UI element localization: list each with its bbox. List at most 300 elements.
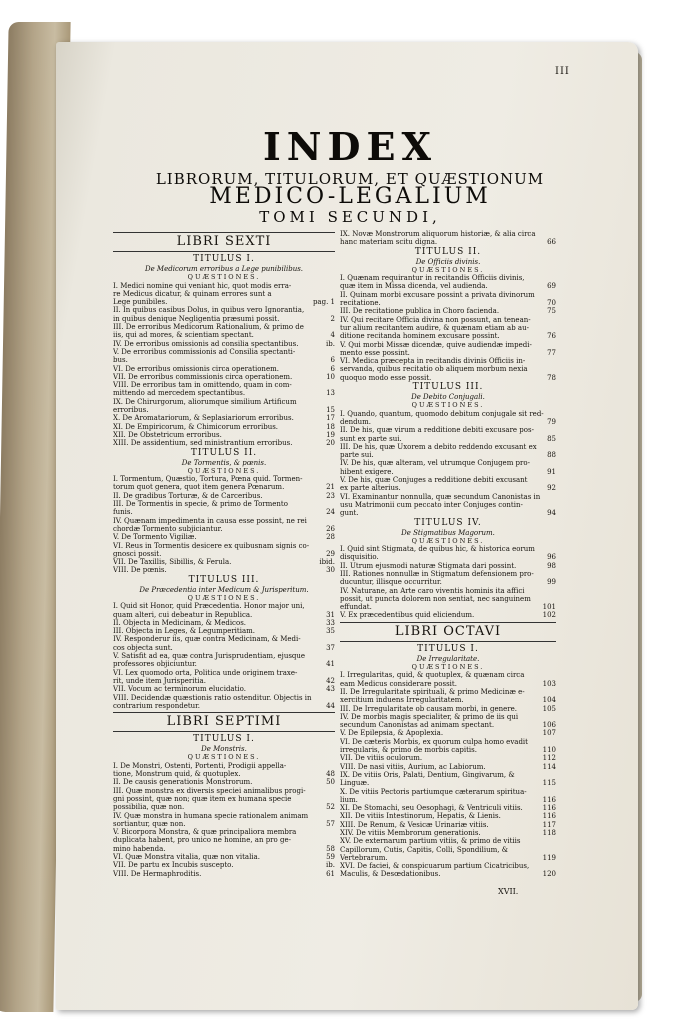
index-entry bbox=[340, 349, 556, 357]
entry-text: IV. Quæ monstra in humana specie rationalem animam bbox=[113, 811, 309, 820]
entry-text: XV. De externarum partium vitiis, & primo de vitiis bbox=[340, 837, 521, 846]
index-entry bbox=[113, 870, 335, 878]
index-entry bbox=[113, 517, 335, 525]
entry-page-ref: 110 bbox=[542, 746, 556, 755]
entry-text: I. Quando, quantum, quomodo debitum conjugale sit red- bbox=[340, 409, 544, 418]
entry-text: IV. Quænam impedimenta in causa esse possint, ne rei bbox=[113, 516, 307, 525]
index-entry bbox=[113, 542, 335, 550]
index-entry bbox=[340, 545, 556, 553]
entry-page-ref bbox=[331, 787, 335, 795]
entry-text: III. Objecta in Leges, & Legumperitiam. bbox=[113, 627, 256, 636]
index-entry bbox=[340, 493, 556, 501]
titulus-subject: De Officiis divinis. bbox=[415, 257, 481, 266]
entry-text: Maculis, & Desœdationibus. bbox=[340, 870, 441, 879]
index-entry bbox=[113, 652, 335, 660]
entry-text: usu Matrimonii cum peccato inter Conjuges contin- bbox=[340, 500, 523, 509]
index-entry bbox=[340, 307, 556, 315]
entry-page-ref bbox=[552, 587, 556, 595]
entry-page-ref bbox=[331, 812, 335, 820]
entry-text: IV. De morbis magis specialiter, & primo de iis qui bbox=[340, 712, 519, 721]
index-entry bbox=[340, 459, 556, 467]
entry-text: VIII. De pœnis. bbox=[113, 566, 167, 575]
index-entry bbox=[113, 365, 335, 373]
entry-text: tione, Monstrum quid, & quotuplex. bbox=[113, 770, 241, 779]
index-entry bbox=[340, 291, 556, 299]
index-entry bbox=[340, 680, 556, 688]
entry-page-ref bbox=[552, 545, 556, 553]
entry-page-ref bbox=[552, 341, 556, 349]
entry-text: IX. De Chirurgorum, aliorumque similium Artificum bbox=[113, 397, 297, 406]
entry-page-ref: 112 bbox=[542, 754, 556, 763]
entry-text: ex parte alterius. bbox=[340, 484, 401, 493]
entry-page-ref bbox=[331, 306, 335, 314]
index-entry bbox=[113, 315, 335, 323]
index-entry bbox=[340, 443, 556, 451]
entry-page-ref bbox=[331, 475, 335, 483]
index-entry bbox=[340, 688, 556, 696]
index-title: INDEX bbox=[263, 124, 437, 169]
entry-page-ref: 6 bbox=[330, 356, 335, 365]
entry-page-ref bbox=[331, 323, 335, 331]
entry-page-ref: 37 bbox=[326, 643, 335, 652]
entry-page-ref: 4 bbox=[330, 331, 335, 340]
index-entry bbox=[340, 365, 556, 373]
index-entry bbox=[113, 566, 335, 574]
entry-text: possit, ut puncta dolorem non sentiat, nec sanguinem bbox=[340, 594, 531, 603]
index-entry bbox=[340, 357, 556, 365]
entry-text: I. Irregularitas, quid, & quotuplex, & quænam circa bbox=[340, 671, 525, 680]
entry-text: VI. De cæteris Morbis, ex quorum culpa homo evadit bbox=[340, 737, 528, 746]
entry-page-ref bbox=[331, 517, 335, 525]
index-entry bbox=[340, 611, 556, 619]
entry-text: dendum. bbox=[340, 417, 371, 426]
index-entry bbox=[340, 274, 556, 282]
index-entry bbox=[113, 533, 335, 541]
entry-text: quæ item in Missa dicenda, vel audienda. bbox=[340, 282, 488, 291]
entry-page-ref bbox=[331, 669, 335, 677]
index-entry bbox=[113, 836, 335, 844]
entry-text: III. De Irregularitate ob causam morbi, in genere. bbox=[340, 704, 517, 713]
entry-text: mittendo ad mercedem spectantibus. bbox=[113, 389, 246, 398]
entry-page-ref: 35 bbox=[326, 627, 335, 636]
entry-text: I. Tormentum, Quæstio, Tortura, Pœna quid. Tormen- bbox=[113, 475, 303, 484]
index-entry bbox=[113, 602, 335, 610]
index-entry bbox=[340, 316, 556, 324]
book-heading: LIBRI SEXTI bbox=[113, 232, 335, 252]
index-entry bbox=[340, 713, 556, 721]
index-column-left bbox=[113, 230, 335, 878]
index-entry bbox=[113, 660, 335, 668]
entry-text: IV. Responderur iis, quæ contra Medicinam, & Medi- bbox=[113, 635, 301, 644]
index-entry bbox=[113, 492, 335, 500]
subtitle-tomi-secundi: TOMI SECUNDI, bbox=[259, 208, 441, 226]
entry-text: sunt ex parte sui. bbox=[340, 434, 402, 443]
index-entry bbox=[113, 611, 335, 619]
entry-page-ref: 52 bbox=[326, 803, 335, 812]
entry-text: V. Qui morbi Missæ dicendæ, quive audiendæ impedi- bbox=[340, 340, 532, 349]
entry-page-ref bbox=[331, 828, 335, 836]
index-entry bbox=[113, 685, 335, 693]
entry-text: X. De Aromatariorum, & Seplasiariorum erroribus. bbox=[113, 414, 294, 423]
index-entry bbox=[113, 861, 335, 869]
entry-text: quoquo modo esse possit. bbox=[340, 373, 432, 382]
entry-page-ref bbox=[552, 291, 556, 299]
index-entry bbox=[340, 578, 556, 586]
entry-text: iis, qui ad mores, & scientiam spectant. bbox=[113, 331, 254, 340]
index-entry bbox=[113, 282, 335, 290]
entry-text: II. De causis generationis Monstrorum. bbox=[113, 778, 253, 787]
entry-text: funis. bbox=[113, 508, 133, 517]
entry-text: XI. De Stomachi, seu Oesophagi, & Ventriculi vitiis. bbox=[340, 804, 523, 813]
index-entry bbox=[113, 431, 335, 439]
index-entry bbox=[113, 635, 335, 643]
entry-text: V. De erroribus commissionis ad Consilia spectanti- bbox=[113, 347, 296, 356]
entry-text: XII. De vitiis Intestinorum, Hepatis, & Lienis. bbox=[340, 812, 501, 821]
entry-page-ref bbox=[552, 570, 556, 578]
titulus-heading: TITULUS II. bbox=[414, 246, 482, 257]
index-entry bbox=[340, 238, 556, 246]
index-entry bbox=[340, 570, 556, 578]
index-entry bbox=[340, 671, 556, 679]
entry-text: in quibus denique Negligentia præsumi possit. bbox=[113, 314, 280, 323]
entry-text: II. De gradibus Torturæ, & de Carceribus. bbox=[113, 491, 263, 500]
index-entry bbox=[113, 770, 335, 778]
entry-page-ref bbox=[552, 459, 556, 467]
entry-page-ref: 31 bbox=[326, 610, 335, 619]
entry-page-ref bbox=[331, 602, 335, 610]
entry-text: erroribus. bbox=[113, 406, 149, 415]
entry-text: VII. De vitiis oculorum. bbox=[340, 754, 423, 763]
entry-page-ref bbox=[331, 282, 335, 290]
entry-page-ref: 6 bbox=[330, 364, 335, 373]
entry-page-ref bbox=[552, 493, 556, 501]
entry-text: duplicata habent, pro unico ne homine, an pro ge- bbox=[113, 836, 291, 845]
entry-page-ref bbox=[552, 501, 556, 509]
index-entry bbox=[340, 299, 556, 307]
entry-page-ref bbox=[331, 652, 335, 660]
entry-page-ref bbox=[331, 381, 335, 389]
titulus-subject: De Debito Conjugali. bbox=[411, 393, 485, 402]
entry-text: professores objiciuntur. bbox=[113, 660, 197, 669]
entry-text: parte sui. bbox=[340, 451, 374, 460]
entry-text: III. Quæ monstra ex diversis speciei animalibus progi- bbox=[113, 786, 306, 795]
entry-page-ref: 107 bbox=[542, 729, 556, 738]
entry-text: VII. Vocum ac terminorum elucidatio. bbox=[113, 685, 246, 694]
entry-text: IX. De vitiis Oris, Palati, Dentium, Gingivarum, & bbox=[340, 770, 515, 779]
index-entry bbox=[340, 435, 556, 443]
titulus-heading: TITULUS III. bbox=[412, 382, 484, 393]
entry-page-ref: 119 bbox=[542, 853, 556, 862]
titulus-heading: TITULUS I. bbox=[193, 254, 255, 264]
index-entry bbox=[340, 562, 556, 570]
index-entry bbox=[113, 778, 335, 786]
entry-page-ref: 58 bbox=[326, 844, 335, 853]
entry-text: II. In quibus casibus Dolus, in quibus vero Ignorantia, bbox=[113, 306, 305, 315]
entry-text: IX. Novæ Monstrorum aliquorum historiæ, & alia circa bbox=[340, 230, 536, 238]
index-entry bbox=[340, 854, 556, 862]
index-entry bbox=[340, 553, 556, 561]
entry-text: sortiantur, quæ non. bbox=[113, 819, 186, 828]
entry-text: III. De recitatione publica in Choro facienda. bbox=[340, 307, 500, 316]
quaestiones-label: QUÆSTIONES. bbox=[411, 265, 485, 274]
entry-text: I. Quænam requirantur in recitandis Officiis divinis, bbox=[340, 274, 525, 283]
index-entry bbox=[113, 550, 335, 558]
entry-text: VI. Lex quomodo orta, Politica unde originem traxe- bbox=[113, 668, 298, 677]
index-entry bbox=[340, 587, 556, 595]
index-column-right bbox=[340, 230, 556, 879]
entry-page-ref: ib. bbox=[326, 339, 335, 348]
titulus-subject: De Monstris. bbox=[201, 745, 247, 754]
entry-text: I. Quid sit Honor, quid Præcedentia. Honor major uni, bbox=[113, 602, 305, 611]
entry-page-ref bbox=[552, 738, 556, 746]
index-entry bbox=[340, 696, 556, 704]
index-entry bbox=[113, 558, 335, 566]
entry-text: II. De his, quæ virum a redditione debiti excusare pos- bbox=[340, 426, 534, 435]
index-entry bbox=[113, 500, 335, 508]
index-entry bbox=[113, 812, 335, 820]
entry-text: VII. De erroribus commissionis circa operationem. bbox=[113, 372, 293, 381]
index-entry bbox=[113, 290, 335, 298]
entry-text: mento esse possint. bbox=[340, 348, 410, 357]
index-entry bbox=[113, 323, 335, 331]
entry-page-ref bbox=[331, 542, 335, 550]
entry-text: X. De vitiis Pectoris partiumque cæterarum spiritua- bbox=[340, 787, 527, 796]
entry-page-ref: 61 bbox=[326, 869, 335, 878]
index-entry bbox=[113, 306, 335, 314]
entry-text: IV. Qui recitare Officia divina non possunt, an tenean- bbox=[340, 315, 531, 324]
entry-text: quam alteri, cui debeatur in Republica. bbox=[113, 610, 253, 619]
entry-page-ref bbox=[552, 788, 556, 796]
entry-text: possibilia, quæ non. bbox=[113, 803, 185, 812]
index-entry bbox=[340, 451, 556, 459]
entry-text: gni possint, quæ non; quæ item ex humana specie bbox=[113, 794, 292, 803]
entry-text: II. Objecta in Medicinam, & Medicos. bbox=[113, 618, 247, 627]
entry-page-ref: 23 bbox=[326, 491, 335, 500]
entry-page-ref: 106 bbox=[542, 721, 556, 730]
index-entry bbox=[340, 603, 556, 611]
entry-page-ref: 59 bbox=[326, 853, 335, 861]
quaestiones-label: QUÆSTIONES. bbox=[411, 401, 485, 410]
index-entry bbox=[340, 779, 556, 787]
entry-page-ref bbox=[552, 671, 556, 679]
titulus-subject: De Præcedentia inter Medicum & Jurisperitum. bbox=[139, 585, 309, 594]
index-entry bbox=[113, 669, 335, 677]
subtitle-librorum: LIBRORUM, TITULORUM, ET QUÆSTIONUM bbox=[155, 170, 545, 188]
index-entry bbox=[340, 846, 556, 854]
entry-page-ref: 96 bbox=[547, 553, 556, 562]
entry-text: eam Medicus considerare possit. bbox=[340, 679, 457, 688]
entry-text: V. De his, quæ Conjuges a redditione debiti excusant bbox=[340, 476, 528, 485]
entry-text: VI. Examinantur nonnulla, quæ secundum Canonistas in bbox=[340, 492, 541, 501]
entry-page-ref: 41 bbox=[326, 660, 335, 669]
entry-page-ref: 118 bbox=[542, 829, 556, 837]
index-entry bbox=[340, 595, 556, 603]
entry-page-ref: 48 bbox=[326, 770, 335, 779]
entry-page-ref: 28 bbox=[326, 533, 335, 542]
index-entry bbox=[340, 788, 556, 796]
entry-page-ref: 29 bbox=[326, 549, 335, 558]
index-entry bbox=[340, 410, 556, 418]
entry-text: tur alium recitantem audire, & quænam etiam ab au- bbox=[340, 323, 529, 332]
entry-page-ref: 18 bbox=[326, 422, 335, 431]
entry-text: III. De his, quæ Uxorem a debito reddendo excusant ex bbox=[340, 442, 537, 451]
index-entry bbox=[113, 389, 335, 397]
index-entry bbox=[113, 423, 335, 431]
entry-page-ref bbox=[552, 595, 556, 603]
quaestiones-label: QUÆSTIONES. bbox=[411, 663, 485, 672]
entry-page-ref: 30 bbox=[326, 566, 335, 575]
entry-page-ref: 50 bbox=[326, 778, 335, 787]
entry-text: Vertebrarum. bbox=[340, 853, 388, 862]
index-entry bbox=[113, 340, 335, 348]
index-entry bbox=[340, 729, 556, 737]
entry-text: re Medicus dicatur, & quinam errores sunt a bbox=[113, 289, 272, 298]
entry-page-ref bbox=[552, 846, 556, 854]
entry-page-ref bbox=[552, 443, 556, 451]
entry-page-ref: 120 bbox=[542, 870, 556, 879]
index-entry bbox=[340, 804, 556, 812]
index-entry bbox=[340, 426, 556, 434]
entry-page-ref: 104 bbox=[542, 696, 556, 705]
entry-text: torum quot genera, quot item genera Pœnarum. bbox=[113, 483, 285, 492]
entry-page-ref: 88 bbox=[547, 451, 556, 460]
book-heading: LIBRI OCTAVI bbox=[340, 622, 556, 642]
titulus-heading: TITULUS III. bbox=[188, 574, 260, 585]
entry-page-ref: 77 bbox=[547, 348, 556, 357]
entry-page-ref: 103 bbox=[542, 679, 556, 688]
index-entry bbox=[113, 677, 335, 685]
entry-text: XI. De Empiricorum, & Chimicorum erroribus. bbox=[113, 422, 279, 431]
entry-page-ref: 2 bbox=[330, 314, 335, 323]
entry-text: ducuntur, illisque occurritur. bbox=[340, 578, 442, 587]
entry-text: V. De Epilepsia, & Apoplexia. bbox=[340, 729, 444, 738]
entry-text: VIII. De erroribus tam in omittendo, quam in com- bbox=[113, 381, 292, 390]
index-entry bbox=[113, 803, 335, 811]
index-entry bbox=[113, 414, 335, 422]
index-entry bbox=[340, 230, 556, 238]
entry-page-ref bbox=[331, 348, 335, 356]
entry-page-ref: 42 bbox=[326, 676, 335, 685]
quaestiones-label: QUÆSTIONES. bbox=[187, 273, 261, 282]
entry-page-ref: 20 bbox=[326, 439, 335, 448]
entry-page-ref: 92 bbox=[547, 484, 556, 493]
index-entry bbox=[113, 627, 335, 635]
index-entry bbox=[340, 763, 556, 771]
index-entry bbox=[340, 829, 556, 837]
entry-text: effundat. bbox=[340, 603, 372, 612]
index-entry bbox=[340, 812, 556, 820]
index-entry bbox=[113, 348, 335, 356]
index-entry bbox=[340, 796, 556, 804]
entry-page-ref bbox=[552, 274, 556, 282]
index-entry bbox=[340, 324, 556, 332]
entry-text: II. De Irregularitate spirituali, & primo Medicinæ e- bbox=[340, 687, 525, 696]
index-entry bbox=[113, 644, 335, 652]
entry-page-ref bbox=[552, 324, 556, 332]
entry-page-ref: 116 bbox=[542, 795, 556, 804]
entry-page-ref bbox=[552, 713, 556, 721]
index-entry bbox=[113, 381, 335, 389]
titulus-subject: De Irregularitate. bbox=[416, 654, 480, 663]
entry-page-ref: 85 bbox=[547, 434, 556, 443]
titulus-heading: TITULUS I. bbox=[417, 643, 479, 654]
titulus-heading: TITULUS I. bbox=[193, 734, 255, 745]
entry-page-ref: 115 bbox=[542, 779, 556, 788]
index-entry bbox=[113, 373, 335, 381]
entry-page-ref bbox=[552, 410, 556, 418]
book-heading: LIBRI SEPTIMI bbox=[113, 712, 335, 732]
entry-text: XIII. De Renum, & Vesicæ Urinariæ vitiis. bbox=[340, 820, 489, 829]
index-entry bbox=[113, 298, 335, 306]
entry-page-ref bbox=[331, 836, 335, 844]
index-entry bbox=[340, 862, 556, 870]
entry-text: XII. De Obstetricum erroribus. bbox=[113, 430, 222, 439]
index-entry bbox=[340, 754, 556, 762]
index-entry bbox=[340, 738, 556, 746]
entry-text: I. De Monstri, Ostenti, Portenti, Prodigii appella- bbox=[113, 761, 287, 770]
entry-page-ref bbox=[331, 635, 335, 643]
entry-text: Linguæ. bbox=[340, 779, 370, 788]
entry-text: chordæ Tormento subjiciantur. bbox=[113, 524, 223, 533]
index-entry bbox=[113, 525, 335, 533]
entry-page-ref: 99 bbox=[547, 578, 556, 587]
entry-page-ref: 15 bbox=[326, 406, 335, 415]
entry-text: Lege punibiles. bbox=[113, 298, 168, 307]
entry-page-ref bbox=[331, 694, 335, 702]
entry-page-ref bbox=[552, 426, 556, 434]
index-entry bbox=[340, 374, 556, 382]
entry-page-ref: ib. bbox=[326, 861, 335, 870]
entry-text: VI. De erroribus omissionis circa operationem. bbox=[113, 364, 279, 373]
entry-text: I. Medici nomine qui veniant hic, quot modis erra- bbox=[113, 281, 292, 290]
subtitle-medico-legalium: MEDICO-LEGALIUM bbox=[209, 184, 491, 209]
index-entry bbox=[340, 476, 556, 484]
entry-text: IV. Naturane, an Arte caro viventis hominis ita affici bbox=[340, 586, 525, 595]
index-entry bbox=[113, 828, 335, 836]
index-entry bbox=[113, 702, 335, 710]
entry-page-ref: 44 bbox=[326, 701, 335, 710]
entry-page-ref: 24 bbox=[326, 508, 335, 517]
entry-page-ref: 79 bbox=[547, 417, 556, 426]
entry-page-ref: 43 bbox=[326, 685, 335, 694]
entry-text: II. Utrum ejusmodi naturæ Stigmata dari possint. bbox=[340, 561, 517, 570]
index-entry bbox=[340, 418, 556, 426]
entry-text: gnosci possit. bbox=[113, 549, 162, 558]
index-entry bbox=[113, 406, 335, 414]
entry-text: VII. De partu ex Incubis suscepto. bbox=[113, 861, 234, 870]
entry-page-ref: 116 bbox=[542, 804, 556, 813]
entry-text: XVI. De faciei, & conspicuarum partium Cicatricibus, bbox=[340, 862, 530, 871]
entry-page-ref: 69 bbox=[547, 282, 556, 291]
entry-text: rit, unde item Jurisperitia. bbox=[113, 676, 206, 685]
entry-text: VIII. Decidendæ quæstionis ratio ostenditur. Objectis in bbox=[113, 693, 312, 702]
quaestiones-label: QUÆSTIONES. bbox=[187, 753, 261, 762]
titulus-heading: TITULUS IV. bbox=[414, 517, 482, 528]
entry-text: V. Satisfit ad ea, quæ contra Jurisprudentiam, ejusque bbox=[113, 652, 306, 661]
entry-text: VI. Quæ Monstra vitalia, quæ non vitalia. bbox=[113, 853, 260, 861]
entry-page-ref: pag. 1 bbox=[312, 298, 335, 307]
entry-page-ref: 13 bbox=[326, 389, 335, 398]
index-entry bbox=[340, 721, 556, 729]
entry-text: contrarium respondetur. bbox=[113, 701, 200, 710]
index-entry bbox=[113, 398, 335, 406]
index-entry bbox=[113, 820, 335, 828]
entry-page-ref: 101 bbox=[542, 603, 556, 612]
entry-page-ref: 57 bbox=[326, 819, 335, 828]
index-entry bbox=[113, 845, 335, 853]
entry-text: VI. Medica præcepta in recitandis divinis Officiis in- bbox=[340, 357, 526, 366]
entry-page-ref: 98 bbox=[547, 561, 556, 570]
